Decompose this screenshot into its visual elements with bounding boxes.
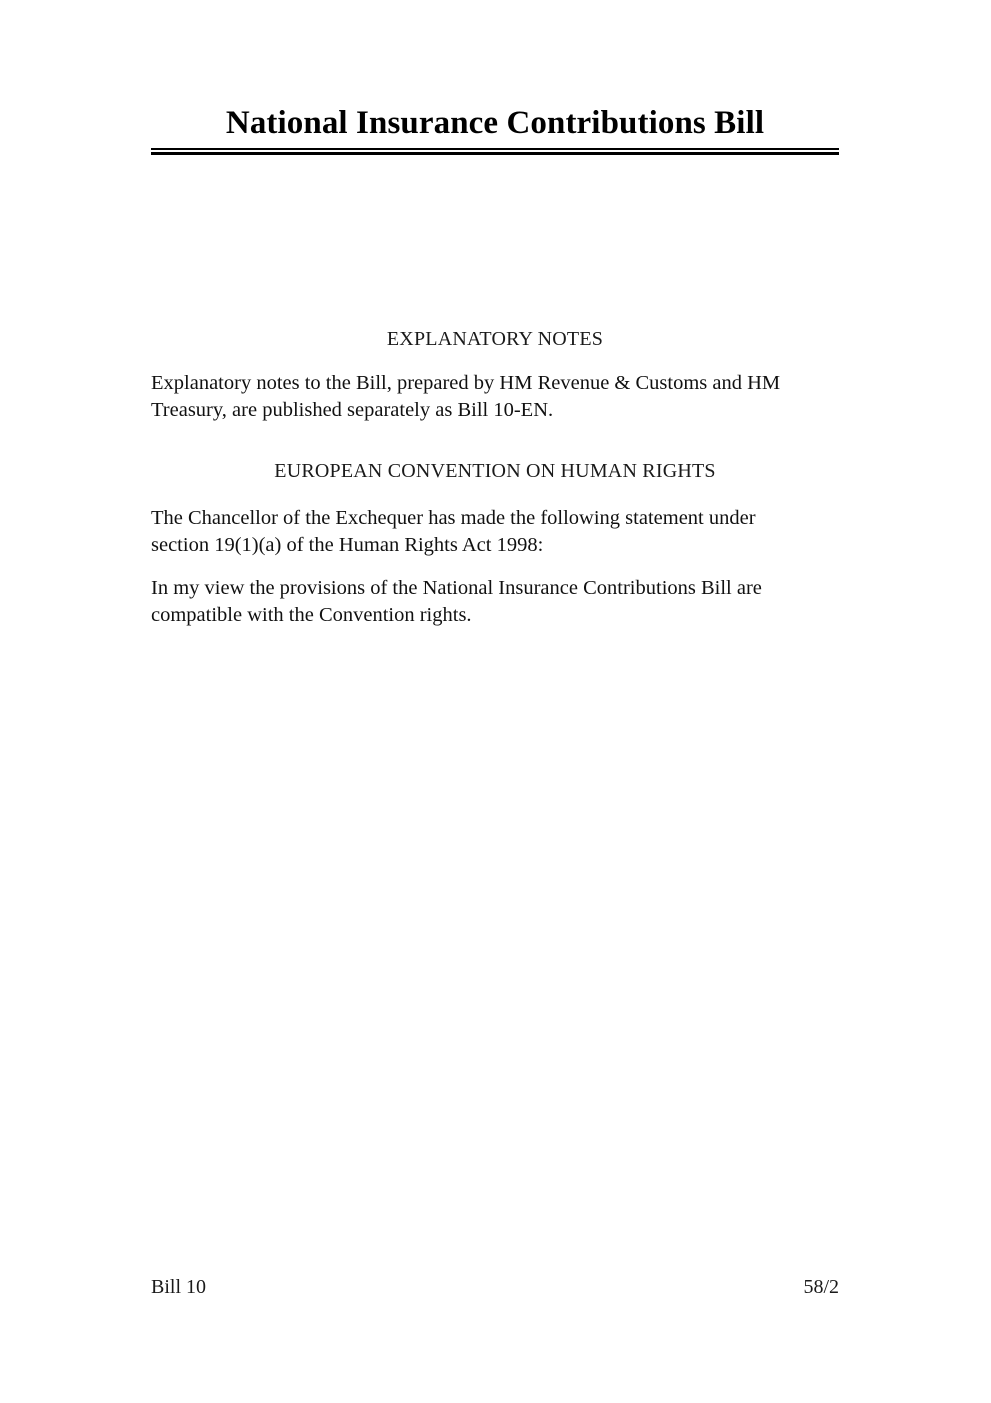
page-footer bbox=[151, 1276, 839, 1299]
title-divider-rule bbox=[151, 148, 839, 157]
page-title: National Insurance Contributions Bill bbox=[225, 105, 765, 141]
paragraph-chancellor-statement-intro: The Chancellor of the Exchequer has made the following statement under section 19(1)(a) of the Human Rights Act 1998: bbox=[151, 507, 756, 556]
footer-bill-number: Bill 10 bbox=[151, 1276, 207, 1298]
footer-session-number: 58/2 bbox=[803, 1276, 839, 1298]
section-heading-explanatory-notes: EXPLANATORY NOTES bbox=[386, 328, 604, 350]
title-rule-thick-line bbox=[151, 152, 839, 155]
section-heading-european-convention-on-human-rights: EUROPEAN CONVENTION ON HUMAN RIGHTS bbox=[274, 460, 716, 482]
paragraph-explanatory-notes: Explanatory notes to the Bill, prepared by HM Revenue & Customs and HM Treasury, are published separately as Bill 10-EN. bbox=[151, 372, 781, 421]
paragraph-compatibility-statement: In my view the provisions of the National Insurance Contributions Bill are compatible with the Convention rights. bbox=[151, 577, 762, 626]
